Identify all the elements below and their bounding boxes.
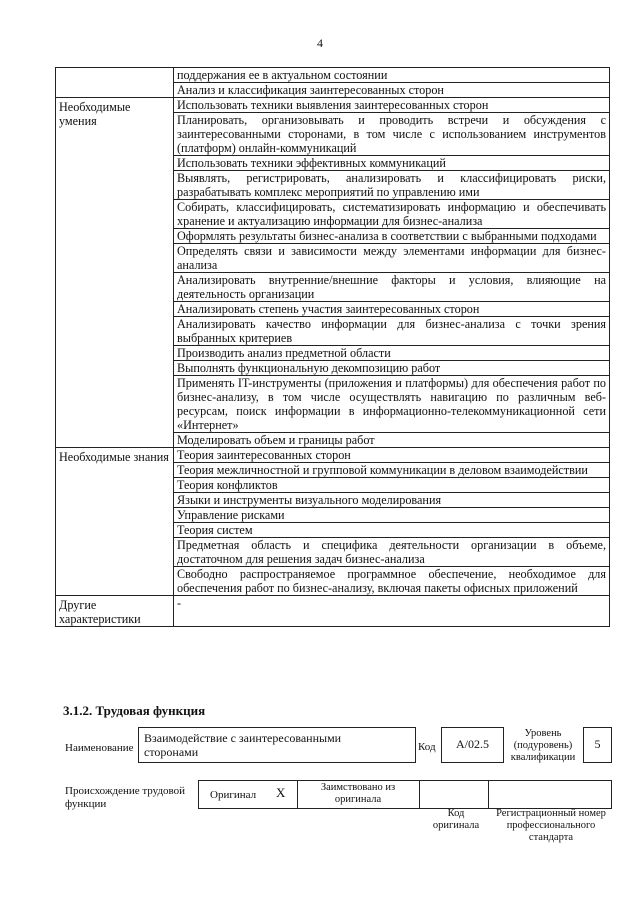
knowledge-item: Языки и инструменты визуального моделирования (174, 493, 610, 508)
code-box (441, 727, 504, 763)
table-cell: поддержания ее в актуальном состоянии (174, 68, 610, 83)
table-row (56, 448, 610, 463)
name-box (138, 727, 416, 763)
name-value: Взаимодействие с заинтересованными сторонами (144, 731, 342, 759)
divider (297, 780, 298, 808)
skill-item: Анализировать качество информации для бизнес-анализа с точки зрения выбранных критериев (174, 317, 610, 346)
skill-item: Использовать техники эффективных коммуникаций (174, 156, 610, 171)
skill-item: Производить анализ предметной области (174, 346, 610, 361)
requirements-table (55, 67, 610, 627)
skill-item: Анализировать внутренние/внешние факторы и условия, влияющие на деятельность организации (174, 273, 610, 302)
reg-caption: Регистрационный номер профессионального стандарта (496, 808, 606, 843)
name-label: Наименование (65, 742, 134, 754)
section-title: 3.1.2. Трудовая функция (63, 703, 206, 718)
skill-item: Применять IT-инструменты (приложения и платформы) для обеспечения работ по бизнес-анализу, в том числе осуществлять навигацию по различным веб-ресурсам, поиск информации в информационно-телекоммуникационной сети «Интернет» (174, 376, 610, 433)
origin-label: Происхождение трудовой функции (65, 785, 186, 810)
knowledge-item: Управление рисками (174, 508, 610, 523)
knowledge-item: Теория систем (174, 523, 610, 538)
knowledge-item: Теория конфликтов (174, 478, 610, 493)
borrowed-label: Заимствовано из оригинала (320, 782, 396, 805)
table-cell: Анализ и классификация заинтересованных сторон (174, 83, 610, 98)
knowledge-item: Свободно распространяемое программное обеспечение, необходимое для обеспечения работ по бизнес-анализу, включая пакеты офисных приложений (174, 567, 610, 596)
level-value: 5 (594, 737, 601, 751)
skills-label: Необходимые умения (56, 98, 174, 448)
level-box (583, 727, 612, 763)
skill-item: Определять связи и зависимости между элементами информации для бизнес-анализа (174, 244, 610, 273)
code-value: A/02.5 (456, 737, 489, 751)
code-caption: Код оригинала (432, 808, 480, 831)
page-number: 4 (317, 36, 323, 50)
original-label: Оригинал (210, 789, 257, 801)
knowledge-item: Теория заинтересованных сторон (174, 448, 610, 463)
table-row (56, 68, 610, 83)
skill-item: Анализировать степень участия заинтересованных сторон (174, 302, 610, 317)
skill-item: Оформлять результаты бизнес-анализа в соответствии с выбранными подходами (174, 229, 610, 244)
level-label: Уровень (подуровень) квалификации (510, 728, 576, 763)
other-label: Другие характеристики (56, 596, 174, 627)
table-row (56, 596, 610, 627)
original-mark: X (276, 785, 286, 800)
knowledge-item: Теория межличностной и групповой коммуникации в деловом взаимодействии (174, 463, 610, 478)
other-value: - (174, 596, 610, 627)
table-row (56, 98, 610, 113)
skill-item: Выявлять, регистрировать, анализировать и классифицировать риски, разрабатывать комплекс мероприятий по управлению ими (174, 171, 610, 200)
code-label: Код (418, 741, 436, 753)
knowledge-item: Предметная область и специфика деятельности организации в объеме, достаточном для решения задач бизнес-анализа (174, 538, 610, 567)
knowledge-label: Необходимые знания (56, 448, 174, 596)
divider (419, 780, 420, 808)
skill-item: Планировать, организовывать и проводить встречи и обсуждения с заинтересованными сторонами, в том числе с использованием инструментов (платформ) онлайн-коммуникаций (174, 113, 610, 156)
skill-item: Использовать техники выявления заинтересованных сторон (174, 98, 610, 113)
skill-item: Выполнять функциональную декомпозицию работ (174, 361, 610, 376)
skill-item: Моделировать объем и границы работ (174, 433, 610, 448)
skill-item: Собирать, классифицировать, систематизировать информацию и обеспечивать хранение и актуализацию информации для бизнес-анализа (174, 200, 610, 229)
divider (488, 780, 489, 808)
continuation-label (56, 68, 174, 98)
